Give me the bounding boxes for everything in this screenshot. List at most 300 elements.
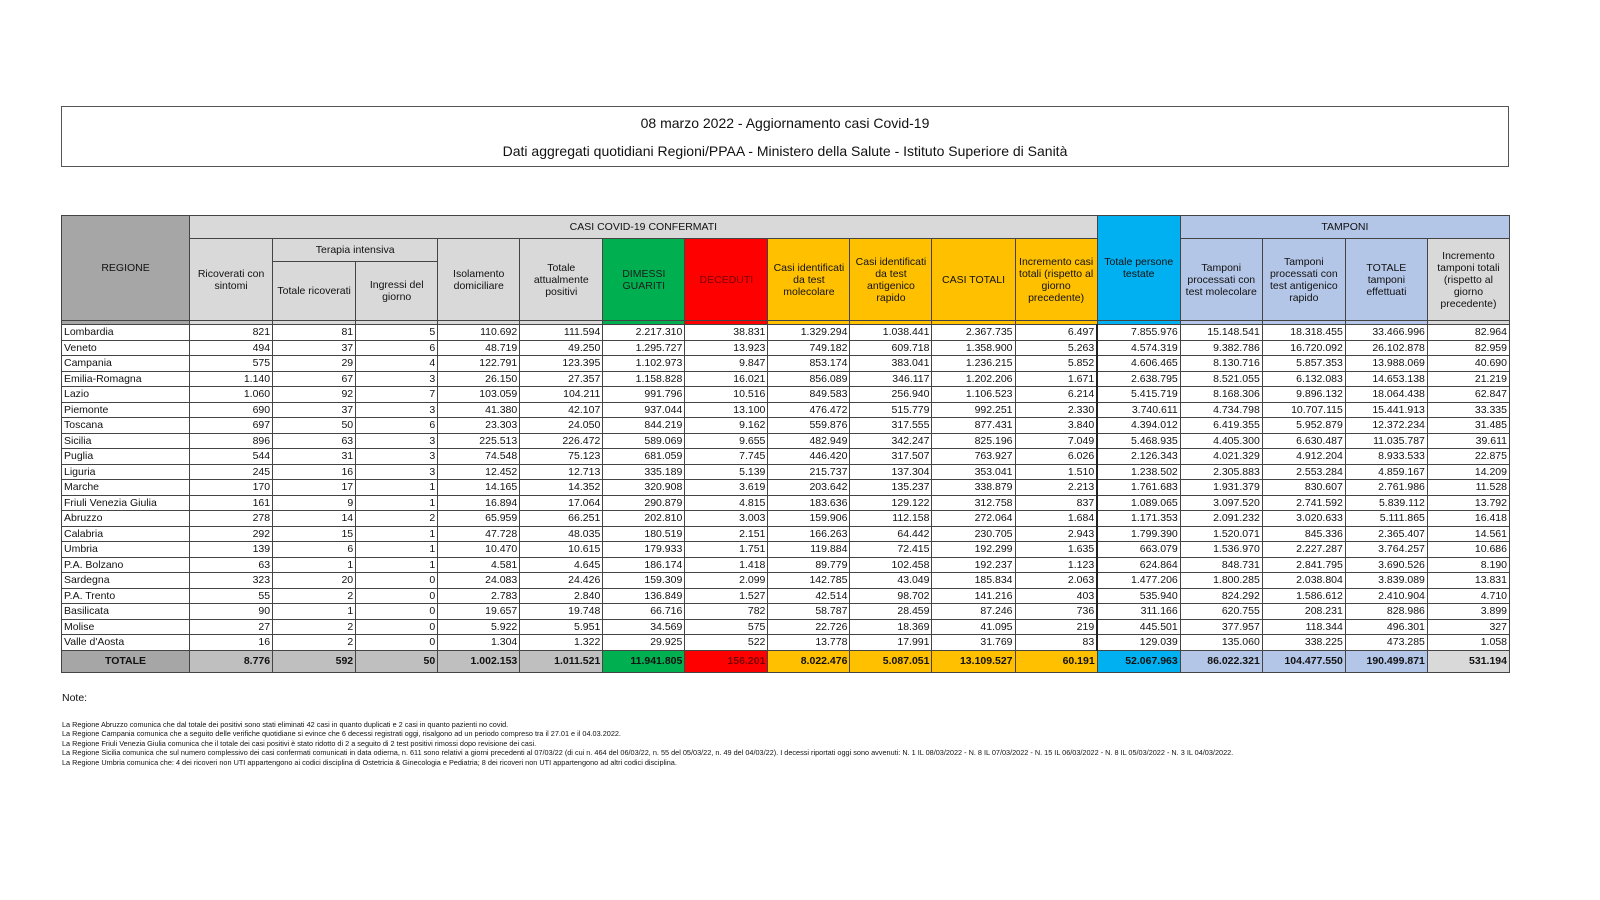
cell-dimessi: 1.158.828 xyxy=(603,371,685,387)
cell-tamp-molecolare: 1.520.071 xyxy=(1180,526,1262,542)
cell-isolamento: 225.513 xyxy=(438,433,520,449)
cell-dimessi: 589.069 xyxy=(603,433,685,449)
table-row xyxy=(62,433,1510,449)
cell-attualmente-positivi: 4.645 xyxy=(520,557,603,573)
cell-ricoverati: 292 xyxy=(190,526,273,542)
cell-casi-totali: 192.237 xyxy=(932,557,1015,573)
cell-tamp-antigenico: 4.912.204 xyxy=(1262,449,1345,465)
header-dimessi: DIMESSI GUARITI xyxy=(603,239,685,321)
cell-ti-totale: 2 xyxy=(273,588,356,604)
cell-attualmente-positivi: 49.250 xyxy=(520,340,603,356)
cell-deceduti: 522 xyxy=(685,635,768,651)
cell-isolamento: 23.303 xyxy=(438,418,520,434)
cell-incremento-casi: 1.510 xyxy=(1015,464,1097,480)
cell-persone-testate: 4.606.465 xyxy=(1097,356,1180,372)
cell-dimessi: 844.219 xyxy=(603,418,685,434)
table-row xyxy=(62,635,1510,651)
cell-casi-molecolare: 22.726 xyxy=(768,619,850,635)
cell-tamp-molecolare: 4.734.798 xyxy=(1180,402,1262,418)
cell-tamp-totale: 14.653.138 xyxy=(1345,371,1427,387)
cell-tamp-antigenico: 6.132.083 xyxy=(1262,371,1345,387)
table-row xyxy=(62,604,1510,620)
cell-isolamento: 2.783 xyxy=(438,588,520,604)
cell-region-name: Lombardia xyxy=(62,325,190,341)
cell-dimessi: 29.925 xyxy=(603,635,685,651)
cell-ti-ingressi: 1 xyxy=(356,495,438,511)
cell-deceduti: 4.815 xyxy=(685,495,768,511)
note-line: La Regione Campania comunica che a seguito delle verifiche quotidiane si evince che 6 decessi registrati oggi, risalgono ad un periodo compreso tra il 27.01 e il 04.03.2022. xyxy=(62,729,621,739)
cell-casi-totali: 1.358.900 xyxy=(932,340,1015,356)
cell-incremento-casi: 3.840 xyxy=(1015,418,1097,434)
cell-tamp-antigenico: 845.336 xyxy=(1262,526,1345,542)
cell-tamp-antigenico: 2.841.795 xyxy=(1262,557,1345,573)
cell-ricoverati: 278 xyxy=(190,511,273,527)
cell-incremento-tamponi: 10.686 xyxy=(1427,542,1509,558)
table-row xyxy=(62,542,1510,558)
cell-region-name: Molise xyxy=(62,619,190,635)
cell-region-name: Puglia xyxy=(62,449,190,465)
cell-ti-ingressi: 0 xyxy=(356,635,438,651)
cell-casi-molecolare: 13.778 xyxy=(768,635,850,651)
cell-casi-totali: 192.299 xyxy=(932,542,1015,558)
cell-tamp-molecolare: 1.931.379 xyxy=(1180,480,1262,496)
cell-ricoverati: 245 xyxy=(190,464,273,480)
cell-dimessi: 202.810 xyxy=(603,511,685,527)
cell-attualmente-positivi: 27.357 xyxy=(520,371,603,387)
cell-casi-totali: 41.095 xyxy=(932,619,1015,635)
cell-attualmente-positivi: 123.395 xyxy=(520,356,603,372)
cell-tamp-molecolare: 8.130.716 xyxy=(1180,356,1262,372)
report-subtitle: Dati aggregati quotidiani Regioni/PPAA - Ministero della Salute - Istituto Superiore di Sanità xyxy=(502,143,1068,159)
cell-tamp-molecolare: 620.755 xyxy=(1180,604,1262,620)
cell-ti-totale: 81 xyxy=(273,325,356,341)
total-incremento-casi: 60.191 xyxy=(1015,650,1097,672)
cell-tamp-molecolare: 9.382.786 xyxy=(1180,340,1262,356)
cell-isolamento: 110.692 xyxy=(438,325,520,341)
cell-persone-testate: 445.501 xyxy=(1097,619,1180,635)
cell-persone-testate: 129.039 xyxy=(1097,635,1180,651)
cell-tamp-antigenico: 9.896.132 xyxy=(1262,387,1345,403)
cell-attualmente-positivi: 10.615 xyxy=(520,542,603,558)
cell-casi-antigenico: 72.415 xyxy=(850,542,932,558)
cell-tamp-antigenico: 118.344 xyxy=(1262,619,1345,635)
table-body xyxy=(62,321,1510,673)
cell-casi-antigenico: 98.702 xyxy=(850,588,932,604)
cell-tamp-totale: 5.111.865 xyxy=(1345,511,1427,527)
cell-casi-totali: 1.202.206 xyxy=(932,371,1015,387)
cell-incremento-casi: 5.852 xyxy=(1015,356,1097,372)
table-row xyxy=(62,480,1510,496)
cell-casi-molecolare: 142.785 xyxy=(768,573,850,589)
cell-casi-totali: 992.251 xyxy=(932,402,1015,418)
cell-attualmente-positivi: 111.594 xyxy=(520,325,603,341)
cell-tamp-molecolare: 15.148.541 xyxy=(1180,325,1262,341)
cell-ti-totale: 50 xyxy=(273,418,356,434)
total-casi-molecolare: 8.022.476 xyxy=(768,650,850,672)
cell-casi-molecolare: 849.583 xyxy=(768,387,850,403)
cell-incremento-casi: 2.063 xyxy=(1015,573,1097,589)
cell-region-name: Basilicata xyxy=(62,604,190,620)
cell-tamp-antigenico: 3.020.633 xyxy=(1262,511,1345,527)
cell-tamp-totale: 3.764.257 xyxy=(1345,542,1427,558)
cell-ti-ingressi: 3 xyxy=(356,464,438,480)
total-tamp-molecolare: 86.022.321 xyxy=(1180,650,1262,672)
cell-isolamento: 48.719 xyxy=(438,340,520,356)
header-regione: REGIONE xyxy=(62,216,190,321)
cell-tamp-molecolare: 8.168.306 xyxy=(1180,387,1262,403)
cell-ricoverati: 690 xyxy=(190,402,273,418)
cell-deceduti: 782 xyxy=(685,604,768,620)
cell-deceduti: 13.923 xyxy=(685,340,768,356)
cell-casi-antigenico: 135.237 xyxy=(850,480,932,496)
note-line: La Regione Umbria comunica che: 4 dei ricoveri non UTI appartengono ai codici disciplina di Ostetricia & Ginecologia e Pediatria; 8 dei ricoveri non UTI appartengono ad altri codici disciplina. xyxy=(62,757,677,767)
cell-ricoverati: 55 xyxy=(190,588,273,604)
cell-incremento-casi: 5.263 xyxy=(1015,340,1097,356)
cell-tamp-totale: 2.410.904 xyxy=(1345,588,1427,604)
cell-tamp-molecolare: 3.097.520 xyxy=(1180,495,1262,511)
header-tamp-molecolare: Tamponi processati con test molecolare xyxy=(1180,239,1262,321)
cell-tamp-molecolare: 2.305.883 xyxy=(1180,464,1262,480)
cell-tamp-molecolare: 4.021.329 xyxy=(1180,449,1262,465)
cell-casi-molecolare: 203.642 xyxy=(768,480,850,496)
cell-tamp-antigenico: 2.227.287 xyxy=(1262,542,1345,558)
header-ti-totale: Totale ricoverati xyxy=(273,262,356,321)
cell-casi-molecolare: 42.514 xyxy=(768,588,850,604)
cell-isolamento: 65.959 xyxy=(438,511,520,527)
cell-casi-totali: 185.834 xyxy=(932,573,1015,589)
cell-isolamento: 14.165 xyxy=(438,480,520,496)
cell-region-name: Campania xyxy=(62,356,190,372)
note-line: La Regione Abruzzo comunica che dal totale dei positivi sono stati eliminati 42 casi in quanto duplicati e 2 casi in quanto pazienti no covid. xyxy=(62,720,509,729)
header-casi-totali: CASI TOTALI xyxy=(932,239,1015,321)
cell-dimessi: 1.295.727 xyxy=(603,340,685,356)
cell-region-name: Calabria xyxy=(62,526,190,542)
cell-region-name: Sardegna xyxy=(62,573,190,589)
cell-tamp-totale: 8.933.533 xyxy=(1345,449,1427,465)
cell-ti-ingressi: 7 xyxy=(356,387,438,403)
cell-incremento-casi: 6.214 xyxy=(1015,387,1097,403)
cell-incremento-casi: 736 xyxy=(1015,604,1097,620)
cell-casi-totali: 1.236.215 xyxy=(932,356,1015,372)
cell-isolamento: 16.894 xyxy=(438,495,520,511)
cell-dimessi: 335.189 xyxy=(603,464,685,480)
cell-attualmente-positivi: 104.211 xyxy=(520,387,603,403)
cell-casi-molecolare: 183.636 xyxy=(768,495,850,511)
cell-tamp-molecolare: 8.521.055 xyxy=(1180,371,1262,387)
cell-attualmente-positivi: 19.748 xyxy=(520,604,603,620)
cell-ti-totale: 20 xyxy=(273,573,356,589)
cell-attualmente-positivi: 5.951 xyxy=(520,619,603,635)
cell-casi-totali: 763.927 xyxy=(932,449,1015,465)
cell-deceduti: 2.151 xyxy=(685,526,768,542)
cell-attualmente-positivi: 17.064 xyxy=(520,495,603,511)
note-line: La Regione Friuli Venezia Giulia comunica che il totale dei casi positivi è stato ridotto di 2 a seguito di 2 test positivi rimossi dopo revisione dei casi. xyxy=(62,738,537,748)
cell-isolamento: 1.304 xyxy=(438,635,520,651)
cell-casi-antigenico: 137.304 xyxy=(850,464,932,480)
cell-deceduti: 38.831 xyxy=(685,325,768,341)
cell-dimessi: 180.519 xyxy=(603,526,685,542)
cell-region-name: Piemonte xyxy=(62,402,190,418)
cell-attualmente-positivi: 66.251 xyxy=(520,511,603,527)
cell-ti-totale: 15 xyxy=(273,526,356,542)
cell-region-name: Emilia-Romagna xyxy=(62,371,190,387)
total-tamp-antigenico: 104.477.550 xyxy=(1262,650,1345,672)
cell-ricoverati: 1.140 xyxy=(190,371,273,387)
cell-incremento-tamponi: 3.899 xyxy=(1427,604,1509,620)
total-deceduti: 156.201 xyxy=(685,650,768,672)
cell-incremento-tamponi: 4.710 xyxy=(1427,588,1509,604)
cell-casi-antigenico: 256.940 xyxy=(850,387,932,403)
cell-incremento-casi: 6.497 xyxy=(1015,325,1097,341)
cell-incremento-tamponi: 82.959 xyxy=(1427,340,1509,356)
cell-deceduti: 2.099 xyxy=(685,573,768,589)
cell-isolamento: 4.581 xyxy=(438,557,520,573)
cell-ti-ingressi: 1 xyxy=(356,480,438,496)
cell-incremento-tamponi: 39.611 xyxy=(1427,433,1509,449)
cell-casi-molecolare: 853.174 xyxy=(768,356,850,372)
header-tamponi: TAMPONI xyxy=(1180,216,1509,239)
cell-incremento-tamponi: 33.335 xyxy=(1427,402,1509,418)
cell-isolamento: 10.470 xyxy=(438,542,520,558)
cell-casi-molecolare: 1.329.294 xyxy=(768,325,850,341)
cell-tamp-totale: 2.365.407 xyxy=(1345,526,1427,542)
cell-incremento-tamponi: 40.690 xyxy=(1427,356,1509,372)
header-isolamento: Isolamento domiciliare xyxy=(438,239,520,321)
cell-ti-totale: 9 xyxy=(273,495,356,511)
cell-ti-totale: 67 xyxy=(273,371,356,387)
table-row xyxy=(62,495,1510,511)
cell-incremento-casi: 2.330 xyxy=(1015,402,1097,418)
cell-isolamento: 26.150 xyxy=(438,371,520,387)
table-row xyxy=(62,588,1510,604)
cell-casi-antigenico: 515.779 xyxy=(850,402,932,418)
cell-ti-totale: 1 xyxy=(273,557,356,573)
cell-casi-molecolare: 89.779 xyxy=(768,557,850,573)
cell-ti-ingressi: 1 xyxy=(356,542,438,558)
table-row xyxy=(62,511,1510,527)
cell-persone-testate: 311.166 xyxy=(1097,604,1180,620)
cell-casi-molecolare: 446.420 xyxy=(768,449,850,465)
cell-casi-antigenico: 129.122 xyxy=(850,495,932,511)
cell-ti-ingressi: 0 xyxy=(356,588,438,604)
cell-casi-antigenico: 346.117 xyxy=(850,371,932,387)
cell-region-name: Friuli Venezia Giulia xyxy=(62,495,190,511)
total-incremento-tamponi: 531.194 xyxy=(1427,650,1509,672)
cell-casi-totali: 353.041 xyxy=(932,464,1015,480)
cell-ricoverati: 161 xyxy=(190,495,273,511)
cell-ti-ingressi: 0 xyxy=(356,573,438,589)
cell-persone-testate: 5.415.719 xyxy=(1097,387,1180,403)
cell-incremento-tamponi: 62.847 xyxy=(1427,387,1509,403)
total-isolamento: 1.002.153 xyxy=(438,650,520,672)
cell-isolamento: 12.452 xyxy=(438,464,520,480)
cell-incremento-tamponi: 1.058 xyxy=(1427,635,1509,651)
header-terapia-intensiva: Terapia intensiva xyxy=(273,239,438,262)
cell-dimessi: 66.716 xyxy=(603,604,685,620)
cell-ricoverati: 90 xyxy=(190,604,273,620)
table-row xyxy=(62,340,1510,356)
cell-incremento-tamponi: 14.561 xyxy=(1427,526,1509,542)
cell-casi-molecolare: 58.787 xyxy=(768,604,850,620)
cell-dimessi: 34.569 xyxy=(603,619,685,635)
notes-section xyxy=(62,692,1502,767)
cell-ti-ingressi: 3 xyxy=(356,402,438,418)
cell-casi-molecolare: 482.949 xyxy=(768,433,850,449)
cell-casi-antigenico: 317.507 xyxy=(850,449,932,465)
cell-region-name: Valle d'Aosta xyxy=(62,635,190,651)
cell-ti-ingressi: 6 xyxy=(356,418,438,434)
cell-dimessi: 937.044 xyxy=(603,402,685,418)
header-incremento-tamponi: Incremento tamponi totali (rispetto al giorno precedente) xyxy=(1427,239,1509,321)
cell-casi-totali: 31.769 xyxy=(932,635,1015,651)
cell-ti-totale: 17 xyxy=(273,480,356,496)
cell-incremento-tamponi: 82.964 xyxy=(1427,325,1509,341)
cell-ricoverati: 139 xyxy=(190,542,273,558)
cell-tamp-molecolare: 6.419.355 xyxy=(1180,418,1262,434)
cell-incremento-casi: 1.635 xyxy=(1015,542,1097,558)
cell-casi-molecolare: 559.876 xyxy=(768,418,850,434)
cell-tamp-molecolare: 4.405.300 xyxy=(1180,433,1262,449)
cell-incremento-tamponi: 11.528 xyxy=(1427,480,1509,496)
cell-tamp-antigenico: 2.741.592 xyxy=(1262,495,1345,511)
cell-incremento-casi: 83 xyxy=(1015,635,1097,651)
cell-casi-totali: 230.705 xyxy=(932,526,1015,542)
cell-persone-testate: 5.468.935 xyxy=(1097,433,1180,449)
cell-deceduti: 1.751 xyxy=(685,542,768,558)
cell-tamp-totale: 11.035.787 xyxy=(1345,433,1427,449)
cell-persone-testate: 4.574.319 xyxy=(1097,340,1180,356)
cell-dimessi: 1.102.973 xyxy=(603,356,685,372)
cell-casi-molecolare: 476.472 xyxy=(768,402,850,418)
cell-tamp-totale: 33.466.996 xyxy=(1345,325,1427,341)
header-tamp-totale: TOTALE tamponi effettuati xyxy=(1345,239,1427,321)
cell-tamp-antigenico: 1.586.612 xyxy=(1262,588,1345,604)
table-row xyxy=(62,619,1510,635)
cell-tamp-totale: 3.839.089 xyxy=(1345,573,1427,589)
cell-deceduti: 9.655 xyxy=(685,433,768,449)
cell-ti-ingressi: 2 xyxy=(356,511,438,527)
cell-tamp-molecolare: 824.292 xyxy=(1180,588,1262,604)
total-casi-totali: 13.109.527 xyxy=(932,650,1015,672)
cell-ricoverati: 896 xyxy=(190,433,273,449)
cell-persone-testate: 1.477.206 xyxy=(1097,573,1180,589)
cell-persone-testate: 535.940 xyxy=(1097,588,1180,604)
cell-dimessi: 320.908 xyxy=(603,480,685,496)
cell-isolamento: 41.380 xyxy=(438,402,520,418)
cell-incremento-casi: 7.049 xyxy=(1015,433,1097,449)
table-row xyxy=(62,402,1510,418)
header-casi-confermati: CASI COVID-19 CONFERMATI xyxy=(190,216,1098,239)
table-row xyxy=(62,557,1510,573)
cell-deceduti: 13.100 xyxy=(685,402,768,418)
cell-persone-testate: 4.394.012 xyxy=(1097,418,1180,434)
cell-casi-totali: 825.196 xyxy=(932,433,1015,449)
cell-tamp-totale: 12.372.234 xyxy=(1345,418,1427,434)
cell-ti-totale: 37 xyxy=(273,402,356,418)
cell-incremento-tamponi: 21.219 xyxy=(1427,371,1509,387)
header-ricoverati: Ricoverati con sintomi xyxy=(190,239,273,321)
cell-region-name: P.A. Bolzano xyxy=(62,557,190,573)
cell-dimessi: 681.059 xyxy=(603,449,685,465)
cell-ti-ingressi: 4 xyxy=(356,356,438,372)
cell-tamp-totale: 26.102.878 xyxy=(1345,340,1427,356)
cell-ti-totale: 14 xyxy=(273,511,356,527)
cell-persone-testate: 1.761.683 xyxy=(1097,480,1180,496)
cell-tamp-molecolare: 377.957 xyxy=(1180,619,1262,635)
cell-region-name: Toscana xyxy=(62,418,190,434)
cell-persone-testate: 1.171.353 xyxy=(1097,511,1180,527)
cell-casi-totali: 1.106.523 xyxy=(932,387,1015,403)
cell-casi-antigenico: 102.458 xyxy=(850,557,932,573)
cell-casi-antigenico: 317.555 xyxy=(850,418,932,434)
cell-deceduti: 9.847 xyxy=(685,356,768,372)
cell-tamp-antigenico: 6.630.487 xyxy=(1262,433,1345,449)
cell-incremento-casi: 1.123 xyxy=(1015,557,1097,573)
cell-casi-totali: 272.064 xyxy=(932,511,1015,527)
cell-tamp-totale: 3.690.526 xyxy=(1345,557,1427,573)
cell-ricoverati: 27 xyxy=(190,619,273,635)
cell-ti-ingressi: 1 xyxy=(356,526,438,542)
cell-casi-antigenico: 1.038.441 xyxy=(850,325,932,341)
table-row xyxy=(62,325,1510,341)
cell-deceduti: 1.527 xyxy=(685,588,768,604)
total-region-name: TOTALE xyxy=(62,650,190,672)
cell-deceduti: 1.418 xyxy=(685,557,768,573)
report-title-box xyxy=(61,106,1509,167)
header-deceduti: DECEDUTI xyxy=(685,239,768,321)
cell-isolamento: 5.922 xyxy=(438,619,520,635)
cell-casi-molecolare: 215.737 xyxy=(768,464,850,480)
cell-incremento-tamponi: 13.792 xyxy=(1427,495,1509,511)
header-tamp-antigenico: Tamponi processati con test antigenico rapido xyxy=(1262,239,1345,321)
cell-ricoverati: 16 xyxy=(190,635,273,651)
cell-deceduti: 16.021 xyxy=(685,371,768,387)
table-row xyxy=(62,449,1510,465)
cell-ricoverati: 1.060 xyxy=(190,387,273,403)
total-dimessi: 11.941.805 xyxy=(603,650,685,672)
cell-incremento-casi: 219 xyxy=(1015,619,1097,635)
total-persone-testate: 52.067.963 xyxy=(1097,650,1180,672)
cell-tamp-antigenico: 2.553.284 xyxy=(1262,464,1345,480)
cell-dimessi: 186.174 xyxy=(603,557,685,573)
cell-region-name: Veneto xyxy=(62,340,190,356)
cell-attualmente-positivi: 24.050 xyxy=(520,418,603,434)
cell-tamp-molecolare: 1.536.970 xyxy=(1180,542,1262,558)
cell-casi-totali: 312.758 xyxy=(932,495,1015,511)
total-ricoverati: 8.776 xyxy=(190,650,273,672)
note-line: La Regione Sicilia comunica che sul numero complessivo dei casi confermati comunicati in data odierna, n. 611 sono relativi a giorni precedenti al 07/03/22 (di cui n. 464 del 06/03/22, n. 55 del 05/03/22, n. 49 del 04/03/22). I decessi riportati oggi sono avvenuti: N. 1 IL 08/03/2022 - N. 8 IL 07/03/2022 - N. 15 IL 06/03/2022 - N. 8 IL 05/03/2022 - N. 3 IL 04/03/2022. xyxy=(62,748,1234,758)
cell-tamp-molecolare: 848.731 xyxy=(1180,557,1262,573)
total-casi-antigenico: 5.087.051 xyxy=(850,650,932,672)
cell-casi-antigenico: 112.158 xyxy=(850,511,932,527)
cell-deceduti: 10.516 xyxy=(685,387,768,403)
cell-attualmente-positivi: 14.352 xyxy=(520,480,603,496)
cell-isolamento: 47.728 xyxy=(438,526,520,542)
cell-ti-totale: 1 xyxy=(273,604,356,620)
total-row xyxy=(62,650,1510,672)
cell-isolamento: 19.657 xyxy=(438,604,520,620)
total-ti-totale: 592 xyxy=(273,650,356,672)
cell-ricoverati: 323 xyxy=(190,573,273,589)
cell-ti-ingressi: 0 xyxy=(356,604,438,620)
cell-incremento-tamponi: 31.485 xyxy=(1427,418,1509,434)
table-row xyxy=(62,526,1510,542)
cell-incremento-tamponi: 14.209 xyxy=(1427,464,1509,480)
cell-ti-ingressi: 0 xyxy=(356,619,438,635)
cell-ti-totale: 2 xyxy=(273,619,356,635)
cell-region-name: Sicilia xyxy=(62,433,190,449)
cell-ti-totale: 31 xyxy=(273,449,356,465)
